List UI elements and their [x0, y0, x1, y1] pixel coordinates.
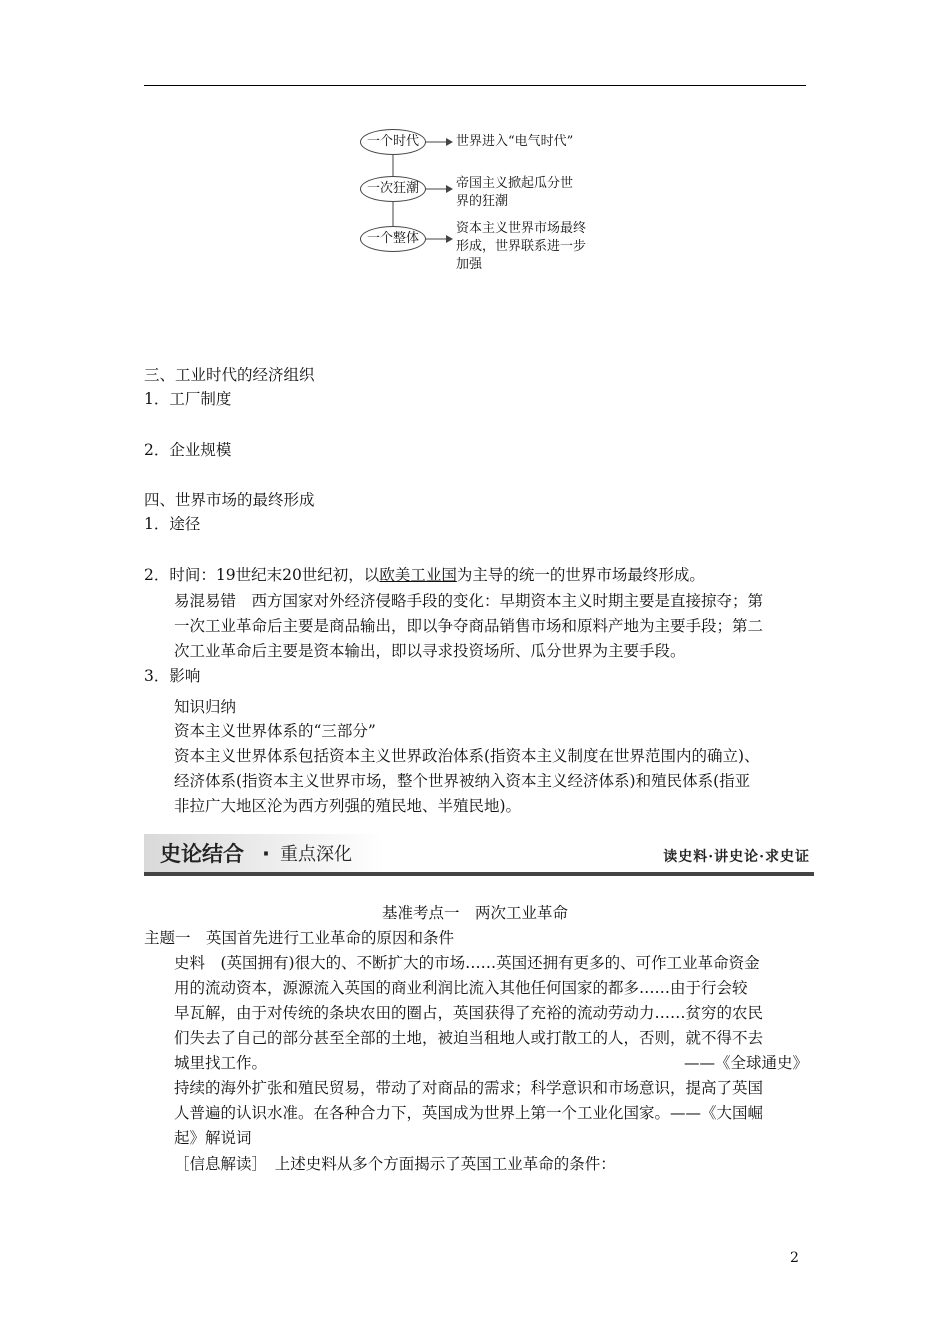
diagram-desc-whole-line1: 资本主义世界市场最终	[456, 221, 587, 236]
section4-item3: 3．影响	[144, 667, 201, 685]
source-line-2: 用的流动资本，源源流入英国的商业利润比流入其他任何国家的都多……由于行会较	[174, 979, 748, 997]
diagram-desc-whole-line3: 加强	[456, 257, 483, 272]
banner-subtitle: 重点深化	[280, 844, 352, 865]
diagram-desc-era: 世界进入“电气时代”	[456, 134, 574, 149]
section3-item1: 1．工厂制度	[144, 390, 232, 408]
banner-separator: ·	[262, 842, 270, 866]
knowledge-title: 知识归纳	[174, 698, 237, 716]
quote-line-3: 起》解说词	[174, 1129, 252, 1147]
banner-motto: 读史料·讲史论·求史证	[663, 849, 810, 865]
section3-heading: 三、工业时代的经济组织	[144, 366, 315, 384]
knowledge-line-2: 经济体系(指资本主义世界市场，整个世界被纳入资本主义经济体系)和殖民体系(指亚	[174, 772, 751, 790]
knowledge-subtitle: 资本主义世界体系的“三部分”	[174, 722, 376, 740]
knowledge-line-1: 资本主义世界体系包括资本主义世界政治体系(指资本主义制度在世界范围内的确立)、	[174, 747, 760, 765]
section4-item2	[144, 563, 705, 587]
knowledge-line-3: 非拉广大地区沦为西方列强的殖民地、半殖民地)。	[174, 797, 522, 815]
section3-item2: 2．企业规模	[144, 441, 232, 459]
quote-line-1: 持续的海外扩张和殖民贸易，带动了对商品的需求；科学意识和市场意识，提高了英国	[174, 1079, 764, 1097]
diagram-desc-wave-line2: 界的狂潮	[456, 194, 509, 209]
confuse-line-3: 次工业革命后主要是资本输出，即以寻求投资场所、瓜分世界为主要手段。	[174, 642, 686, 660]
diagram-node-whole: 一个整体	[360, 226, 426, 252]
section-banner	[144, 834, 814, 876]
diagram-node-wave: 一次狂潮	[360, 176, 426, 202]
diagram-desc-wave-line1: 帝国主义掀起瓜分世	[456, 176, 574, 191]
diagram-desc-whole-line2: 形成，世界联系进一步	[456, 239, 587, 254]
section4-item2-underlined: 欧美工业国	[379, 566, 457, 584]
source-citation: ——《全球通史》	[684, 1054, 809, 1072]
key-point-title: 基准考点一 两次工业革命	[381, 904, 568, 922]
diagram-node-era: 一个时代	[360, 129, 426, 155]
section4-item2-suffix: 为主导的统一的世界市场最终形成。	[456, 566, 705, 584]
theme-heading: 主题一 英国首先进行工业革命的原因和条件	[144, 929, 455, 947]
interpretation: ［信息解读］ 上述史料从多个方面揭示了英国工业革命的条件：	[174, 1155, 616, 1173]
source-last-line: 城里找工作。	[174, 1054, 268, 1072]
section4-heading: 四、世界市场的最终形成	[144, 491, 315, 509]
confuse-line-2: 一次工业革命后主要是商品输出，即以争夺商品销售市场和原料产地为主要手段；第二	[174, 617, 764, 635]
source-line-1: 史料 (英国拥有)很大的、不断扩大的市场……英国还拥有更多的、可作工业革命资金	[174, 954, 760, 972]
quote-line-2: 人普遍的认识水准。在各种合力下，英国成为世界上第一个工业化国家。——《大国崛	[174, 1104, 764, 1122]
page-number: 2	[790, 1250, 799, 1266]
banner-underline	[144, 872, 814, 876]
section4-item1: 1．途径	[144, 515, 201, 533]
source-line-3: 早瓦解，由于对传统的条块农田的圈占，英国获得了充裕的流动劳动力……贫穷的农民	[174, 1004, 764, 1022]
confuse-line-1: 易混易错 西方国家对外经济侵略手段的变化：早期资本主义时期主要是直接掠夺；第	[174, 592, 764, 610]
header-rule	[144, 85, 806, 86]
banner-title: 史论结合	[160, 842, 244, 866]
section4-item2-prefix: 2．时间：19世纪末20世纪初，以	[144, 566, 380, 584]
source-line-4: 们失去了自己的部分甚至全部的土地，被迫当租地人或打散工的人，否则，就不得不去	[174, 1029, 764, 1047]
